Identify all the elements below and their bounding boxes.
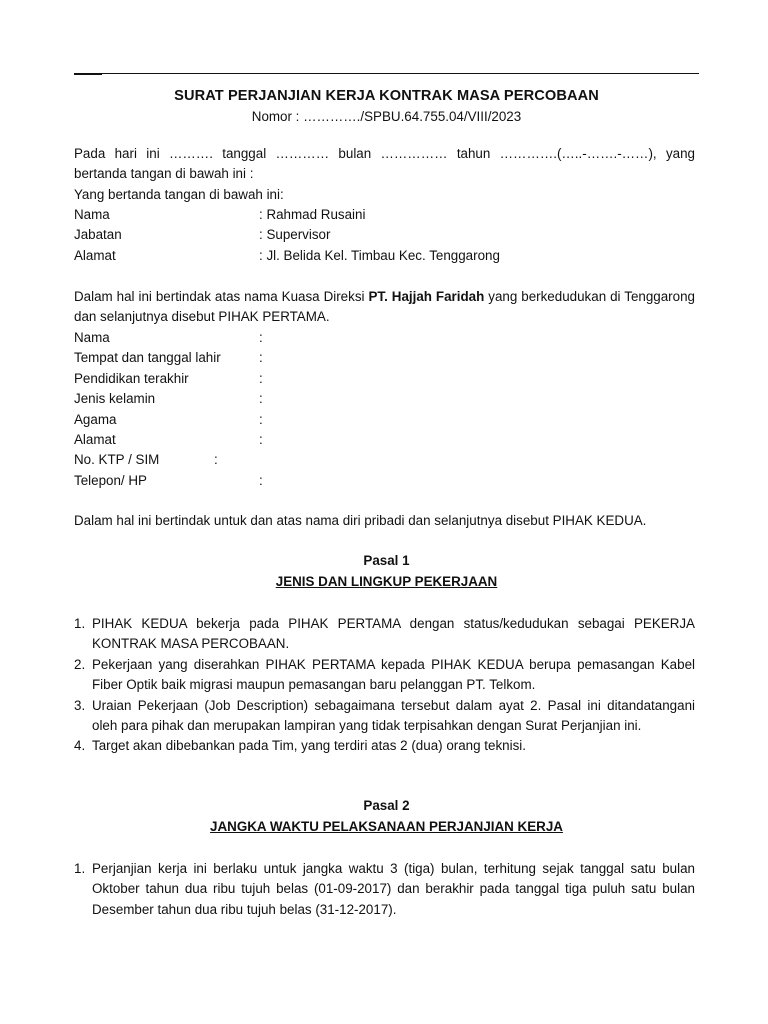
- list-item: [74, 859, 695, 920]
- pasal2-subheading: [74, 819, 699, 834]
- top-rule: [74, 73, 699, 74]
- list-item: [74, 614, 695, 655]
- party2-label: Pendidikan terakhir: [74, 370, 189, 386]
- list-item-number: 4.: [74, 738, 86, 754]
- party1-label: Jabatan: [74, 227, 122, 243]
- list-item-number: 3.: [74, 697, 86, 713]
- party2-label: Agama: [74, 411, 117, 427]
- party2-row: [74, 430, 695, 450]
- list-item-text: Target akan dibebankan pada Tim, yang terdiri atas 2 (dua) orang teknisi.: [92, 738, 526, 754]
- party1-details: [74, 205, 695, 266]
- list-item-text: Uraian Pekerjaan (Job Description) sebagaimana tersebut dalam ayat 2. Pasal ini ditandatangani oleh para pihak dan merupakan lampiran yang tidak terpisahkan dengan Surat Perjanjian ini.: [92, 697, 695, 734]
- party1-value: : Supervisor: [259, 227, 331, 243]
- list-item: [74, 696, 695, 737]
- list-item: [74, 736, 695, 756]
- party2-label: No. KTP / SIM: [74, 452, 160, 468]
- pasal2-heading: Pasal 2: [363, 798, 410, 813]
- party2-details: [74, 328, 695, 491]
- document-number: Nomor : …………./SPBU.64.755.04/VIII/2023: [251, 109, 522, 124]
- party2-label: Telepon/ HP: [74, 472, 147, 488]
- party2-row: [74, 369, 695, 389]
- pasal2-list: [74, 859, 695, 920]
- party2-row: [74, 410, 695, 430]
- list-item-text: PIHAK KEDUA bekerja pada PIHAK PERTAMA dengan status/kedudukan sebagai PEKERJA KONTRAK MASA PERCOBAAN.: [92, 616, 695, 652]
- pasal1-list: [74, 614, 695, 757]
- party2-value: :: [259, 330, 263, 345]
- party2-value: :: [259, 350, 263, 366]
- party2-value: :: [259, 431, 263, 447]
- pasal1-heading: Pasal 1: [363, 553, 410, 568]
- party1-label: Nama: [74, 207, 110, 222]
- party2-label: Jenis kelamin: [74, 391, 156, 407]
- signer-intro: Yang bertanda tangan di bawah ini:: [74, 187, 284, 202]
- party2-value: :: [214, 452, 218, 468]
- list-item-text: Perjanjian kerja ini berlaku untuk jangka waktu 3 (tiga) bulan, terhitung sejak tanggal satu bulan Oktober tahun dua ribu tujuh belas (01-09-2017) dan berakhir pada tanggal tiga puluh satu bulan Desember tahun dua ribu tujuh belas (31-12-2017).: [92, 861, 695, 917]
- party2-row: [74, 389, 695, 409]
- party2-row: [74, 450, 695, 470]
- party2-value: :: [259, 472, 263, 488]
- party1-value: : Rahmad Rusaini: [259, 207, 366, 222]
- pasal1-subheading-text: JENIS DAN LINGKUP PEKERJAAN: [275, 574, 498, 589]
- pasal1-subheading: [74, 574, 699, 589]
- party2-value: :: [259, 411, 263, 427]
- party2-value: :: [259, 370, 263, 386]
- party1-statement-pre: Dalam hal ini bertindak atas nama Kuasa Direksi: [74, 289, 369, 304]
- party1-value: : Jl. Belida Kel. Timbau Kec. Tenggarong: [259, 247, 500, 263]
- party2-label: Alamat: [74, 431, 116, 447]
- list-item: [74, 655, 695, 696]
- party2-row: [74, 328, 695, 348]
- party2-statement: Dalam hal ini bertindak untuk dan atas nama diri pribadi dan selanjutnya disebut PIHAK KEDUA.: [74, 513, 647, 528]
- party1-statement-post: yang berkedudukan di Tenggarong dan selanjutnya disebut PIHAK PERTAMA.: [74, 289, 695, 325]
- party2-label: Tempat dan tanggal lahir: [74, 350, 221, 366]
- party2-label: Nama: [74, 330, 110, 345]
- opening-paragraph: Pada hari ini ………. tanggal ………… bulan …………… tahun ………….(…..-…….-……), yang bertanda tangan di bawah ini :: [74, 146, 695, 182]
- party2-row: [74, 471, 695, 491]
- document-title: SURAT PERJANJIAN KERJA KONTRAK MASA PERCOBAAN: [174, 88, 599, 104]
- party1-statement: [74, 287, 695, 328]
- list-item-number: 2.: [74, 656, 86, 672]
- party2-value: :: [259, 391, 263, 407]
- top-rule-accent: [74, 74, 102, 75]
- list-item-text: Pekerjaan yang diserahkan PIHAK PERTAMA kepada PIHAK KEDUA berupa pemasangan Kabel Fiber Optik baik migrasi maupun pemasangan baru pelanggan PT. Telkom.: [92, 656, 695, 693]
- company-name: PT. Hajjah Faridah: [368, 289, 485, 304]
- party2-row: [74, 348, 695, 368]
- party1-row-name: [74, 205, 695, 225]
- party1-label: Alamat: [74, 247, 116, 263]
- list-item-number: 1.: [74, 861, 86, 876]
- pasal2-subheading-text: JANGKA WAKTU PELAKSANAAN PERJANJIAN KERJA: [210, 819, 563, 834]
- list-item-number: 1.: [74, 616, 86, 631]
- party1-row-position: [74, 225, 695, 245]
- party1-row-address: [74, 246, 695, 266]
